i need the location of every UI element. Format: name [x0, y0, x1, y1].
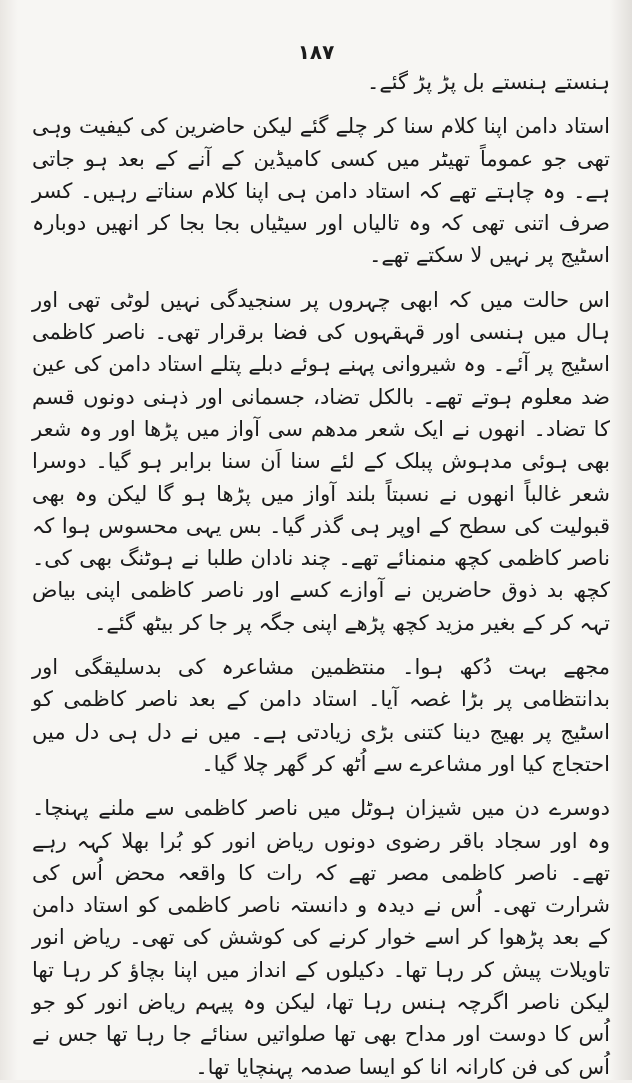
page-text: [32, 66, 610, 1083]
paragraph-3: اس حالت میں کہ ابھی چہروں پر سنجیدگی نہیں لوٹی تھی اور ہال میں ہنسی اور قہقہوں کی فضا برقرار تھی۔ ناصر کاظمی اسٹیج پر آئے۔ وہ شیروانی پہنے ہوئے دبلے پتلے استاد دامن کی عین ضد معلوم ہوتے تھے۔ بالکل تضاد، جسمانی اور ذہنی دونوں قسم کا تضاد۔ انھوں نے ایک شعر مدھم سی آواز میں پڑھا اور وہ شعر بھی ہوئی مدہوش پبلک کے لئے سنا اَن سنا برابر ہو گیا۔ دوسرا شعر غالباً انھوں نے نسبتاً بلند آواز میں پڑھا ہو گا لیکن وہ بھی قبولیت کی سطح کے اوپر ہی گذر گیا۔ بس یہی محسوس ہوا کہ ناصر کاظمی کچھ منمنائے تھے۔ چند نادان طلبا نے ہوٹنگ بھی کی۔ کچھ بد ذوق حاضرین نے آوازے کسے اور ناصر کاظمی اپنی بیاض تہہ کر کے بغیر مزید کچھ پڑھے اپنی جگہ پر جا کر بیٹھ گئے۔: [32, 287, 610, 635]
page-number: ۱۸۷: [297, 40, 335, 64]
paragraph-4: مجھے بہت دُکھ ہوا۔ منتظمین مشاعرہ کی بدسلیقگی اور بدانتظامی پر بڑا غصہ آیا۔ استاد دامن کے بعد ناصر کاظمی کو اسٹیج پر بھیج دینا کتنی بڑی زیادتی ہے۔ میں نے دل ہی دل میں احتجاج کیا اور مشاعرے سے اُٹھ کر گھر چلا گیا۔: [32, 655, 610, 776]
paragraph-5: دوسرے دن میں شیزان ہوٹل میں ناصر کاظمی سے ملنے پہنچا۔ وہ اور سجاد باقر رضوی دونوں ریاض انور کو بُرا بھلا کہہ رہے تھے۔ ناصر کاظمی مصر تھے کہ رات کا واقعہ محض اُس کی شرارت تھی۔ اُس نے دیدہ و دانستہ ناصر کاظمی کو استاد دامن کے بعد پڑھوا کر اسے خوار کرنے کی کوشش کی تھی۔ ریاض انور تاویلات پیش کر رہا تھا۔ دکیلوں کے انداز میں اپنا بچاؤ کر رہا تھا لیکن ناصر اگرچہ ہنس رہا تھا، لیکن وہ پیہم ریاض انور کو جو اُس کا دوست اور مداح بھی تھا صلواتیں سنائے جا رہا تھا جس نے اُس کی فن کارانہ انا کو ایسا صدمہ پہنچایا تھا۔: [32, 796, 610, 1079]
paragraph-1: ہنستے ہنستے بل پڑ پڑ گئے۔: [367, 70, 610, 94]
paragraph-2: استاد دامن اپنا کلام سنا کر چلے گئے لیکن حاضرین کی کیفیت وہی تھی جو عموماً تھیٹر میں کسی کامیڈین کے آنے کے بعد ہو جاتی ہے۔ وہ چاہتے تھے کہ استاد دامن ہی اپنا کلام سناتے رہیں۔ کسر صرف اتنی تھی کہ وہ تالیاں اور سیٹیاں بجا بجا کر انھیں دوبارہ اسٹیج پر نہیں لا سکتے تھے۔: [32, 114, 610, 268]
